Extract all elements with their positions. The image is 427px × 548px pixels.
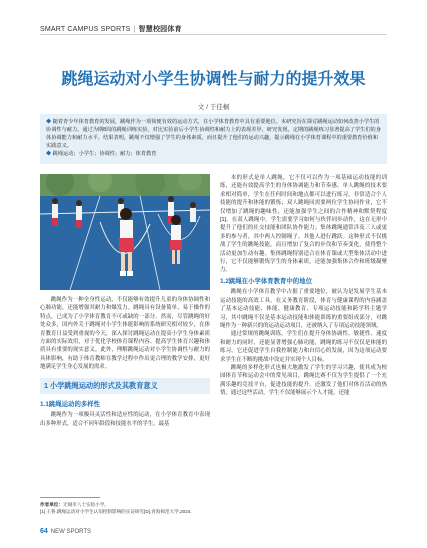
section-name-zh: 智慧校园体育 bbox=[138, 26, 182, 33]
keywords-text: 跳绳运动；小学生；协调性；耐力；体育教育 bbox=[52, 151, 157, 157]
abstract-text: 随着青少年体育教育的发展，跳绳作为一项简便有效的运动方式，在小学体育教育中具有重要地位。本研究旨在探讨跳绳运动如何改善小学生的协调性与耐力。通过为期8周的跳绳训练实验，对比实验前后小学生协调性和耐力上的表现差异，研究发现，定期的跳绳练习显著提高了学生们的身体协调能力和耐力水平。结果表明，跳绳不仅增强了学生的身体素质，而且提升了他们的运动兴趣，提示跳绳在小学体育课程中的重要教育价值和实践意义。 bbox=[46, 119, 381, 149]
header-divider bbox=[40, 34, 387, 35]
article-title: 跳绳运动对小学生协调性与耐力的提升效果 bbox=[61, 71, 366, 88]
article-author: 文 / 于佳桐 bbox=[197, 104, 230, 111]
article-photo bbox=[40, 174, 210, 290]
footnote-divider bbox=[40, 497, 100, 498]
subsection-1-2-heading: 1.2跳绳在小学体育教育中的地位 bbox=[220, 277, 312, 285]
section-name-en: SMART CAMPUS SPORTS bbox=[40, 26, 131, 33]
right-column bbox=[220, 174, 387, 526]
abstract-box bbox=[40, 114, 387, 164]
author-unit: 无锡市八士实验小学。 bbox=[62, 502, 109, 507]
running-header: SMART CAMPUS SPORTS | 智慧校园体育 bbox=[40, 26, 182, 33]
subsection-1-1-paragraph: 跳绳作为一项极具灵活性和适应性的运动，在小学体育教育中表现出多种形式，适合不同年龄段和技能水平的学生。最基 bbox=[40, 412, 210, 427]
page-number: 64 bbox=[40, 528, 48, 535]
subsection-1-1-heading: 1.1跳绳运动的多样性 bbox=[40, 401, 101, 408]
right-paragraph-4: 跳绳的多样化形式也极大地激发了学生的学习兴趣，使其成为校园体育节和运动会中的常见项目，跳绳比赛不仅为学生提供了一个充满乐趣的竞技平台，促进技能的提升，还激发了他们对体育活动的热情，通过这些活动，学生不仅能够展示个人才能，还能 bbox=[220, 364, 387, 397]
bullet-icon: ◆ bbox=[46, 151, 52, 157]
photo-illustration bbox=[40, 174, 210, 290]
author-unit-label: 作者单位： bbox=[40, 502, 63, 507]
right-paragraph-1: 本的形式是单人跳绳，它不仅可以作为一项基础运动技能的训练，还能有效提高学生的身体协调能力和节奏感。单人跳绳的技术要求相对简单，学生在任何时间和地点都可以进行练习，非常适合个人技能的提升和体能的锻炼；双人跳绳同需要两位学生协同作业，它不仅增加了跳绳的趣味性，还能加强学生之间的合作精神和默契程度[1]。在双人跳绳中，学生需要学习如何与伙伴同步动作，这在无形中提升了他们的社交技能和团队协作能力；集体跳绳通常涉及三人或更多的参与者，其中两人控制绳子，其他人进行跳跃。这种形式不仅挑战了学生的跳绳技能，而且增加了复合的步伐和节奏变化，使得整个活动更加生动有趣。集体跳绳特别适合在体育课或大型集体活动中进行，它不仅能够锻炼学生的身体素质，还能加强集体合作和班级凝聚力。 bbox=[220, 175, 387, 274]
page-footer bbox=[40, 528, 91, 535]
reference-note: [1] 王鲁.跳绳运动对小学生认知控制影响的实证研究[D].青海师范大学,2024. bbox=[40, 509, 192, 514]
magazine-name: NEW SPORTS bbox=[50, 529, 92, 535]
right-paragraph-3: 通过常规的跳绳训练，学生们在提升身体协调性、敏捷性、速度和耐力的同时，还能显著增强心肺功能，跳绳的练习不仅仅是体能的练习，它还促进学生自我控制能力和自信心的发展，因为这项运动要求学生在不断的挑战中设定并实现个人目标。 bbox=[220, 331, 387, 363]
bullet-icon: ◆ bbox=[46, 119, 52, 125]
right-paragraph-2: 跳绳在小学体育教学中占据了重要地位，被认为是发展学生基本运动技能的高效工具。在义务教育阶段，体育与健康课程的内容涵盖了基本运动技能、体能、健康教育、专项运动技能和跨学科主题学习，其中跳绳不仅是基本运动技能和体能训练的重要组成部分，对跳绳作为一种新兴的的运动运动项目，还被纳入了专项运动技能领域。 bbox=[220, 289, 387, 329]
left-column-section bbox=[40, 398, 210, 490]
section-1-heading: 1 小学跳绳运动的形式及其教育意义 bbox=[40, 378, 210, 394]
footnotes bbox=[40, 501, 230, 515]
left-column-intro bbox=[40, 296, 210, 376]
intro-paragraph: 跳绳作为一种全身性运动，不仅能够有效提升儿童的身体协调性和心肺功能，还能增强其耐力和爆发力。跳绳具有设备简单、易于操作的特点，已成为了小学体育教育不可或缺的一部分。然而，尽管跳绳的好处众多，国内外关于跳绳对小学生体能影响的系统研究相对较少，在体育教育日益受到重视的今天，深入探讨跳绳运动在提高小学生身体素质方面的实际效用，对于优化学校体育课程内容、提高学生体育兴趣和体质具有重要的现实意义。此外，理解跳绳运动对小学生协调性与耐力的具体影响，有助于体育教师在教学过程中作出更合理的教学安排，更好地满足学生身心发展的需求。 bbox=[40, 297, 210, 371]
